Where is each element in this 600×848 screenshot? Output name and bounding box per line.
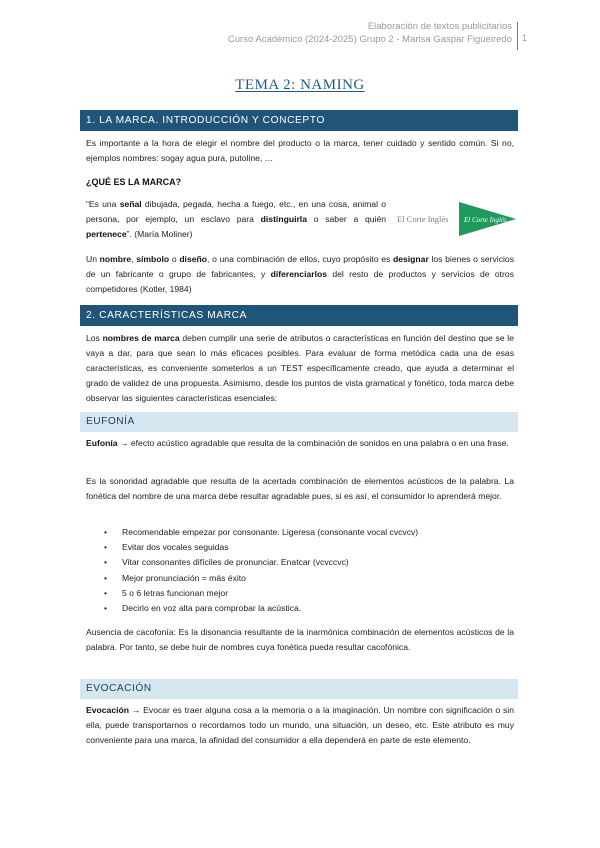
bold-term: diferenciarlos bbox=[270, 269, 327, 279]
document-title-text: TEMA 2: NAMING bbox=[235, 77, 365, 93]
el-corte-ingles-logo bbox=[395, 200, 516, 238]
list-item: • Decirlo en voz alta para comprobar la acústica. bbox=[104, 601, 418, 616]
text-run: deben cumplir una serie de atributos o características en función del destino que se le vaya a dar, para que sean lo más eficaces posibles. Para evaluar de forma metódica cada una de esas características, es conveniente someterlos a un TEST específicamente creado, que ayuda a determinar el grado de validez de una propuesta. Asimismo, desde los puntos de vista gramatical y fonético, toda marca debe observar las siguientes características esenciales: bbox=[86, 333, 514, 403]
paragraph-quote bbox=[86, 197, 386, 242]
header-course-title: Elaboración de textos publicitarios bbox=[367, 21, 512, 32]
list-item: • Vitar consonantes difíciles de pronunciar. Enatcar (vcvccvc) bbox=[104, 555, 418, 570]
bold-term: → bbox=[129, 705, 144, 715]
bold-term: señal bbox=[119, 199, 142, 209]
text-run: Un bbox=[86, 254, 100, 264]
list-item: • 5 o 6 letras funcionan mejor bbox=[104, 586, 418, 601]
paragraph-definition bbox=[86, 252, 514, 297]
bold-term: Evocación bbox=[86, 705, 129, 715]
list-item: • Recomendable empezar por consonante. Ligeresa (consonante vocal cvcvcv) bbox=[104, 525, 418, 540]
bold-term: → bbox=[117, 438, 131, 448]
subsection-heading-eufonia: EUFONÍA bbox=[80, 412, 518, 432]
bold-term: Eufonía bbox=[86, 438, 118, 448]
subsection-heading-evocacion: EVOCACIÓN bbox=[80, 679, 518, 699]
paragraph-eufonia-desc: Es la sonoridad agradable que resulta de la acertada combinación de elementos acústicos de la palabra. La fonética del nombre de una marca debe resultar agradable pues, si es así, el consumidor lo aprenderá mejor. bbox=[86, 476, 514, 501]
text-run: los bienes o servicios de un fabricante o grupo de fabricantes, y bbox=[86, 254, 514, 279]
bold-term: diseño bbox=[179, 254, 208, 264]
section-heading-marca: 1. LA MARCA. INTRODUCCIÓN Y CONCEPTO bbox=[80, 110, 518, 131]
section-heading-caracteristicas: 2. CARACTERÍSTICAS MARCA bbox=[80, 305, 518, 326]
list-item: • Mejor pronunciación = más éxito bbox=[104, 571, 418, 586]
page-number: 1 bbox=[522, 33, 528, 43]
text-run: efecto acústico agradable que resulta de la combinación de sonidos en una palabra o en una frase. bbox=[130, 438, 509, 448]
text-run: o bbox=[169, 254, 180, 264]
bold-term: nombres de marca bbox=[102, 333, 180, 343]
text-run: , bbox=[131, 254, 137, 264]
paragraph-caracteristicas bbox=[86, 331, 514, 406]
header-divider bbox=[517, 22, 518, 50]
paragraph-evocacion bbox=[86, 703, 514, 748]
bold-term: nombre bbox=[99, 254, 132, 264]
text-run: , o una combinación de ellos, cuyo propósito es bbox=[207, 254, 393, 264]
paragraph-eufonia-def bbox=[86, 436, 514, 451]
logo-faded-text: El Corte Inglés bbox=[397, 214, 449, 224]
bold-term: símbolo bbox=[136, 254, 170, 264]
header-course-info: Curso Académico (2024-2025) Grupo 2 - Marisa Gaspar Figueiredo bbox=[227, 34, 512, 45]
bold-term: distinguirla bbox=[260, 214, 307, 224]
logo-white-text: El Corte Inglés bbox=[464, 216, 507, 224]
text-run: “Es una bbox=[86, 199, 120, 209]
text-run: o saber a quién bbox=[306, 214, 386, 224]
paragraph-cacofonia: Ausencia de cacofonía: Es la disonancia resultante de la inarmónica combinación de elementos acústicos de la palabra. Por tanto, se debe huir de nombres cuya fonética pueda resultar cacofónica. bbox=[86, 627, 514, 652]
eufonia-bullet-list bbox=[104, 525, 418, 616]
text-run: del resto de productos y servicios de otros competidores (Kotler, 1984) bbox=[86, 269, 514, 294]
text-run: ”. (María Moliner) bbox=[126, 229, 193, 239]
bold-term: designar bbox=[392, 254, 429, 264]
bold-term: pertenece bbox=[86, 229, 127, 239]
subheading-que-es-marca: ¿QUÉ ES LA MARCA? bbox=[86, 177, 182, 187]
text-run: dibujada, pegada, hecha a fuego, etc., en una cosa, animal o persona, por ejemplo, un esclavo para bbox=[86, 199, 386, 224]
list-item: • Evitar dos vocales seguidas bbox=[104, 540, 418, 555]
paragraph-intro: Es importante a la hora de elegir el nombre del producto o la marca, tener cuidado y sentido común. Si no, ejemplos nombres: sogay agua pura, putoline, … bbox=[86, 138, 514, 163]
running-header bbox=[228, 20, 512, 46]
text-run: Los bbox=[86, 333, 103, 343]
document-title bbox=[0, 77, 600, 94]
text-run: Evocar es traer alguna cosa a la memoria o a la imaginación. Un nombre con significación o sin ella, puede transportarnos o recordarnos todo un mundo, una situación, un deseo, etc. Este atributo es muy conveniente para una marca, la afinidad del consumidor a ella dependerá en parte de este elemento. bbox=[86, 705, 514, 745]
